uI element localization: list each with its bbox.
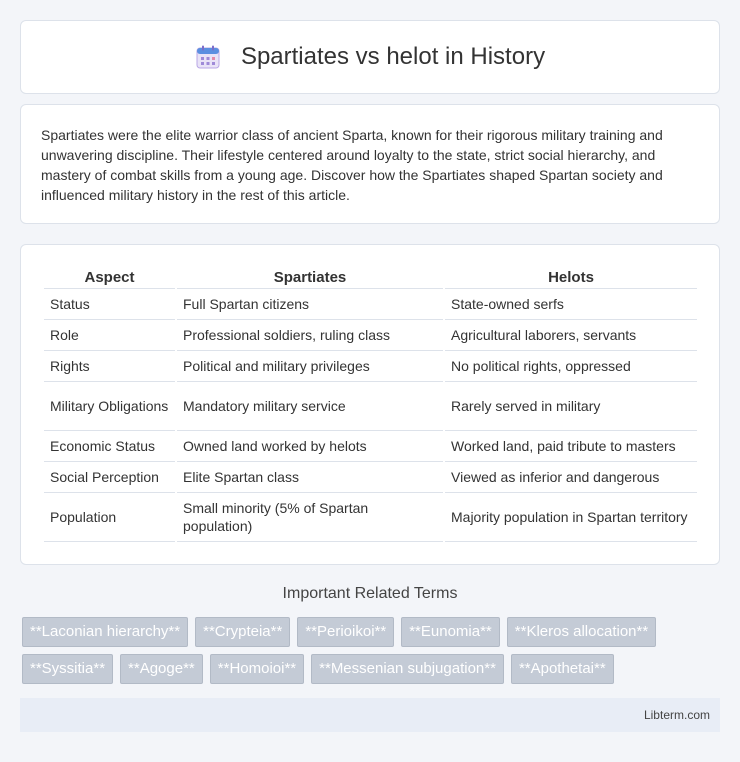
title-card bbox=[20, 20, 720, 94]
cell-helots: Worked land, paid tribute to masters bbox=[445, 431, 697, 462]
tag-homoioi[interactable]: **Homoioi** bbox=[210, 654, 304, 684]
table-row bbox=[44, 289, 697, 320]
related-terms bbox=[22, 617, 722, 691]
table-row bbox=[44, 493, 697, 542]
tag-apothetai[interactable]: **Apothetai** bbox=[511, 654, 614, 684]
comparison-table bbox=[42, 265, 699, 542]
cell-spartiates: Small minority (5% of Spartan population) bbox=[177, 493, 443, 542]
cell-aspect: Social Perception bbox=[44, 462, 175, 493]
cell-helots: Majority population in Spartan territory bbox=[445, 493, 697, 542]
cell-helots: Viewed as inferior and dangerous bbox=[445, 462, 697, 493]
cell-helots: Rarely served in military bbox=[445, 382, 697, 431]
tag-agoge[interactable]: **Agoge** bbox=[120, 654, 203, 684]
header-aspect: Aspect bbox=[44, 265, 175, 289]
tag-messenian-subjugation[interactable]: **Messenian subjugation** bbox=[311, 654, 504, 684]
cell-helots: No political rights, oppressed bbox=[445, 351, 697, 382]
calendar-icon bbox=[195, 44, 221, 70]
related-terms-heading: Important Related Terms bbox=[282, 585, 458, 602]
cell-aspect: Population bbox=[44, 493, 175, 542]
cell-aspect: Military Obligations bbox=[44, 382, 175, 431]
tag-syssitia[interactable]: **Syssitia** bbox=[22, 654, 113, 684]
tag-crypteia[interactable]: **Crypteia** bbox=[195, 617, 290, 647]
cell-aspect: Status bbox=[44, 289, 175, 320]
cell-spartiates: Elite Spartan class bbox=[177, 462, 443, 493]
cell-helots: Agricultural laborers, servants bbox=[445, 320, 697, 351]
comparison-card bbox=[20, 244, 720, 565]
cell-aspect: Rights bbox=[44, 351, 175, 382]
tag-eunomia[interactable]: **Eunomia** bbox=[401, 617, 500, 647]
cell-spartiates: Professional soldiers, ruling class bbox=[177, 320, 443, 351]
cell-helots: State-owned serfs bbox=[445, 289, 697, 320]
page-title: Spartiates vs helot in History bbox=[240, 43, 546, 70]
tag-kleros-allocation[interactable]: **Kleros allocation** bbox=[507, 617, 656, 647]
tag-row bbox=[22, 617, 722, 647]
header-helots: Helots bbox=[445, 265, 697, 289]
table-row bbox=[44, 431, 697, 462]
cell-spartiates: Political and military privileges bbox=[177, 351, 443, 382]
tag-laconian-hierarchy[interactable]: **Laconian hierarchy** bbox=[22, 617, 188, 647]
tag-perioikoi[interactable]: **Perioikoi** bbox=[297, 617, 394, 647]
table-row bbox=[44, 382, 697, 431]
tag-row bbox=[22, 654, 722, 684]
table-row bbox=[44, 320, 697, 351]
header-spartiates: Spartiates bbox=[177, 265, 443, 289]
intro-card bbox=[20, 104, 720, 224]
table-row bbox=[44, 462, 697, 493]
intro-text: Spartiates were the elite warrior class of ancient Sparta, known for their rigorous military training and unwavering discipline. Their lifestyle centered around loyalty to the state, strict social hierarchy, and mastery of combat skills from a young age. Discover how the Spartiates shaped Spartan society and influenced military history in the rest of this article. bbox=[41, 127, 663, 203]
cell-aspect: Role bbox=[44, 320, 175, 351]
cell-spartiates: Full Spartan citizens bbox=[177, 289, 443, 320]
table-row bbox=[44, 351, 697, 382]
footer bbox=[20, 698, 720, 732]
cell-aspect: Economic Status bbox=[44, 431, 175, 462]
footer-site-link[interactable]: Libterm.com bbox=[643, 708, 710, 722]
cell-spartiates: Mandatory military service bbox=[177, 382, 443, 431]
cell-spartiates: Owned land worked by helots bbox=[177, 431, 443, 462]
